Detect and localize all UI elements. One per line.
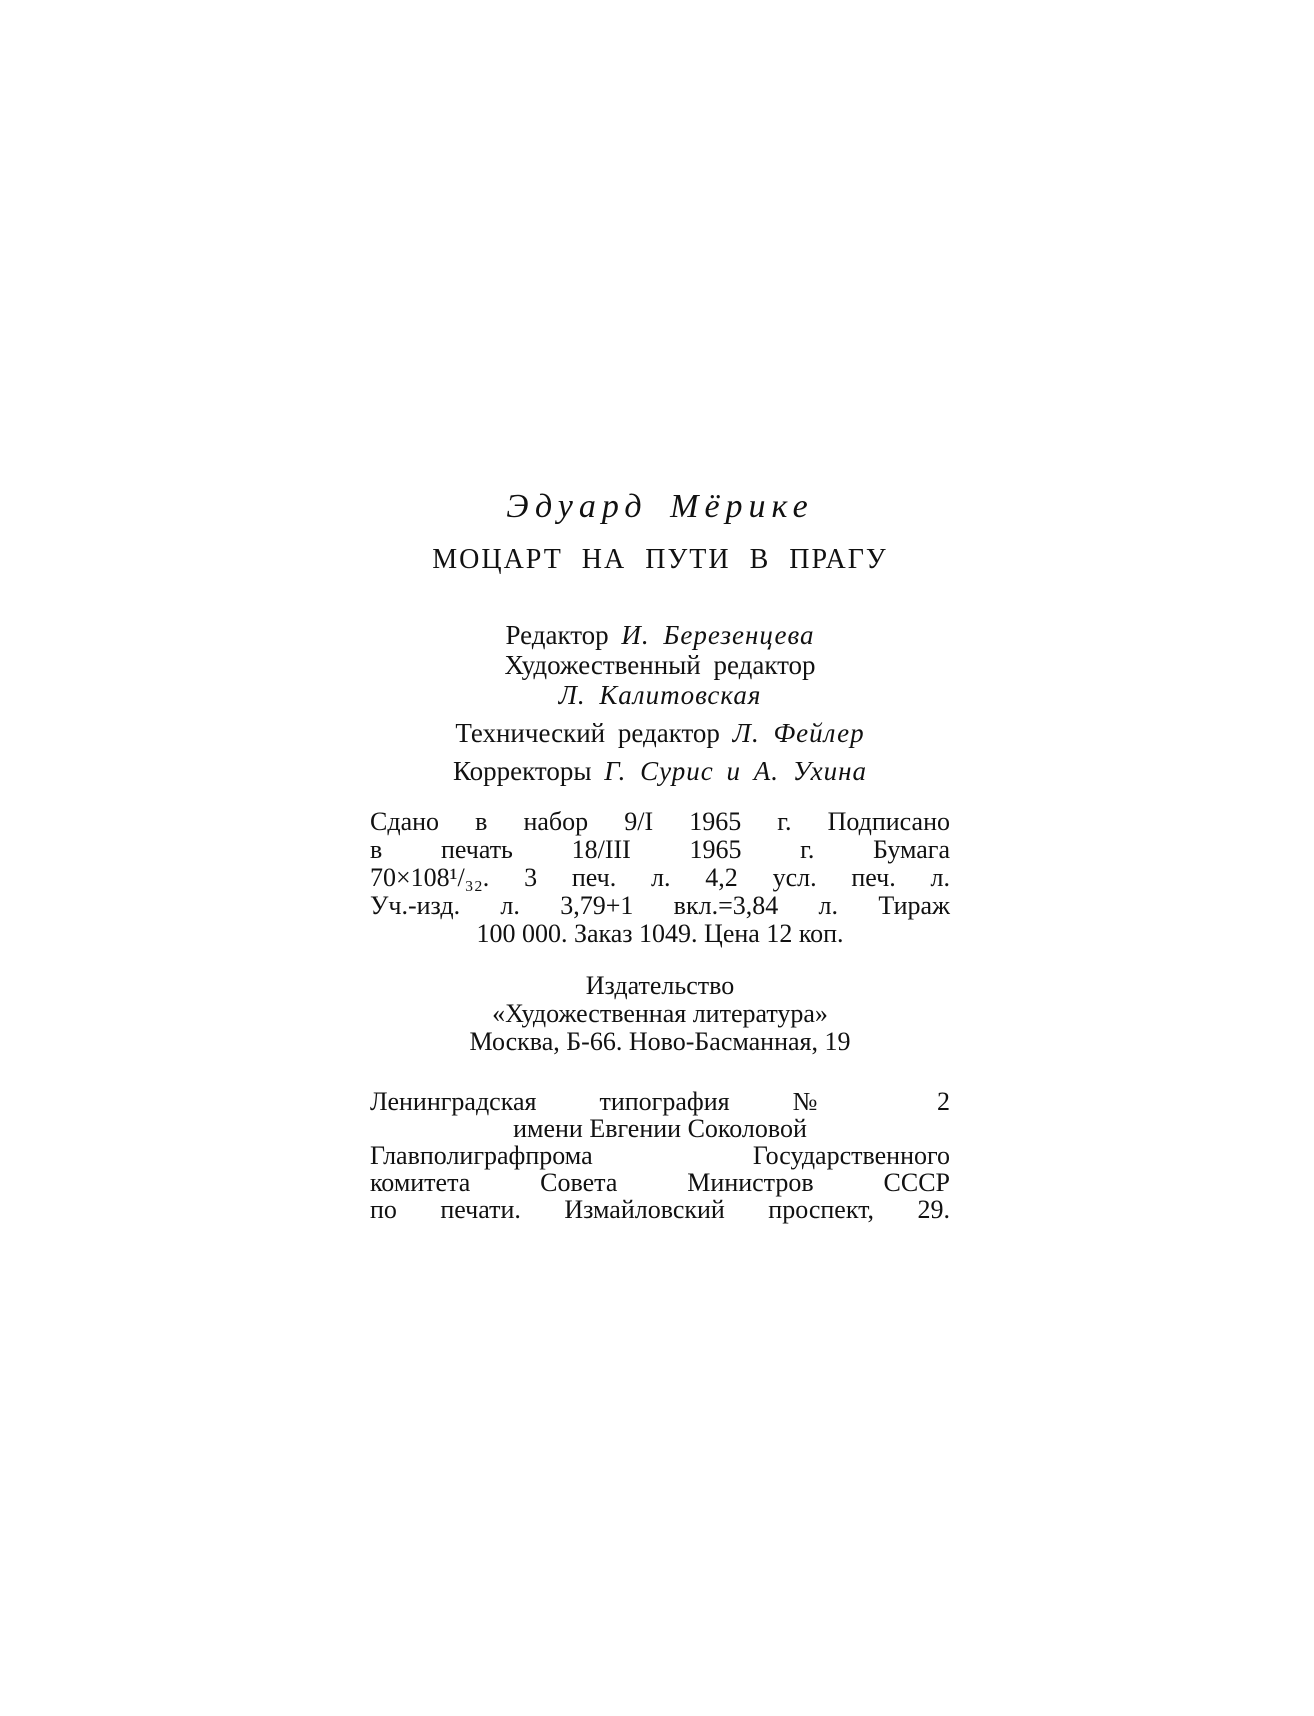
pub-info-line-4: Уч.-изд. л. 3,79+1 вкл.=3,84 л. Тираж <box>370 891 950 920</box>
art-editor-label: Художественный редактор <box>504 650 816 680</box>
printer-line-2: имени Евгении Соколовой <box>513 1114 807 1143</box>
proofreaders-label: Корректоры <box>453 756 592 786</box>
tech-editor-label: Технический редактор <box>455 718 720 748</box>
printer-line-3: Главполиграфпрома Государственного <box>370 1141 950 1170</box>
book-title: МОЦАРТ НА ПУТИ В ПРАГУ <box>432 544 888 575</box>
publisher-block <box>370 972 950 1056</box>
pub-info-line-1: Сдано в набор 9/I 1965 г. Подписано <box>370 807 950 836</box>
pub-info-line-2: в печать 18/III 1965 г. Бумага <box>370 835 950 864</box>
printer-line-5: по печати. Измайловский проспект, 29. <box>370 1195 950 1224</box>
printer-line-4: комитета Совета Министров СССР <box>370 1168 950 1197</box>
tech-editor-line <box>370 718 950 748</box>
credits-block <box>370 620 950 786</box>
art-editor-name-line <box>370 680 950 710</box>
tech-editor-name: Л. Фейлер <box>732 718 865 748</box>
pub-info-line-3: 70×108¹/₃₂. 3 печ. л. 4,2 усл. печ. л. <box>370 863 950 892</box>
publisher-line-3: Москва, Б-66. Ново-Басманная, 19 <box>469 1027 851 1056</box>
proofreader-1-name: Г. Сурис <box>604 756 714 786</box>
publication-info <box>370 808 950 948</box>
editor-line <box>370 620 950 650</box>
proofreaders-line <box>370 756 950 786</box>
publisher-line-1: Издательство <box>585 971 735 1000</box>
author-name: Эдуард Мёрике <box>506 488 814 525</box>
art-editor-name: Л. Калитовская <box>558 680 762 710</box>
proofreader-2-name: А. Ухина <box>753 756 867 786</box>
editor-name: И. Березенцева <box>621 620 815 650</box>
publisher-line-2: «Художественная литература» <box>492 999 828 1028</box>
printer-block <box>370 1088 950 1223</box>
pub-info-line-5: 100 000. Заказ 1049. Цена 12 коп. <box>476 919 844 948</box>
proofreaders-and: и <box>726 756 741 786</box>
printer-line-1: Ленинградская типография № 2 <box>370 1087 950 1116</box>
editor-label: Редактор <box>505 620 609 650</box>
